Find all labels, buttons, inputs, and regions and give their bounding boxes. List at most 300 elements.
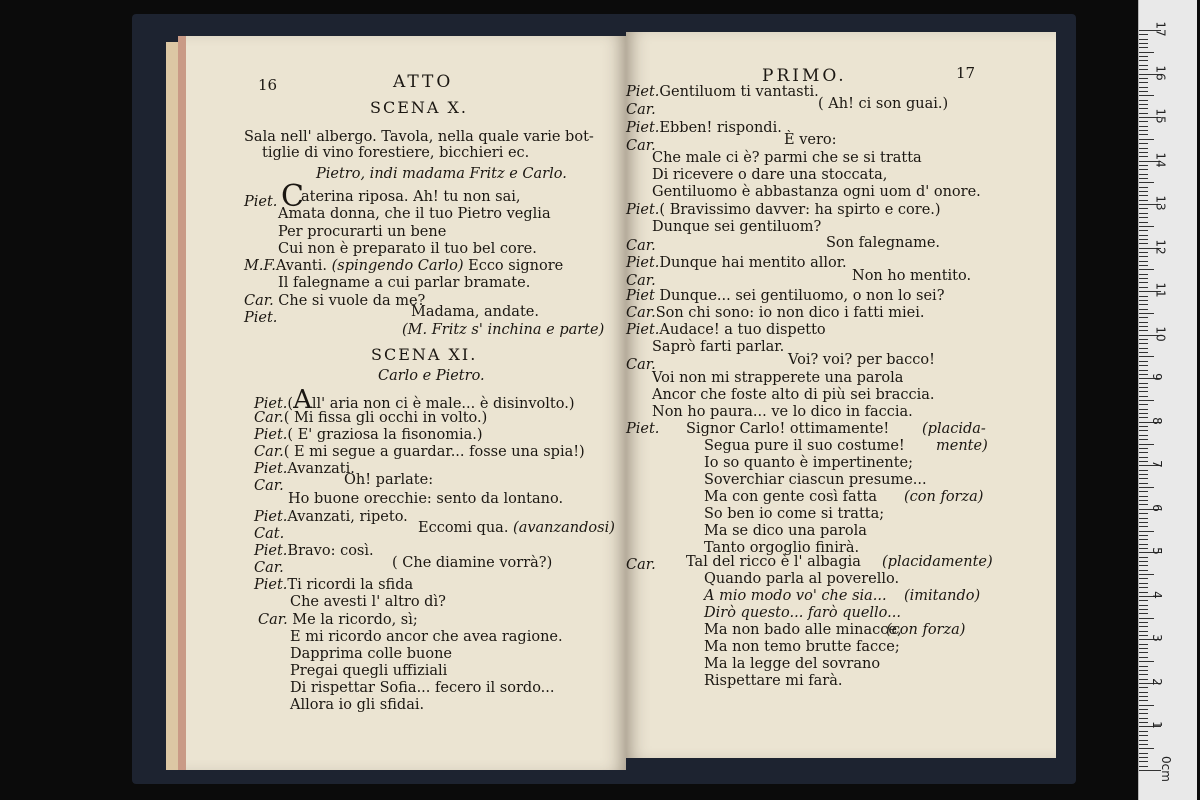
verse-line: ( Che diamine vorrà?): [392, 555, 553, 571]
ruler-number: 2: [1149, 678, 1164, 686]
ruler-mm-tick: [1139, 326, 1148, 327]
ruler-mm-tick: [1139, 731, 1148, 732]
running-header-left: ATTO: [393, 72, 454, 92]
verse-line: [254, 410, 487, 426]
ruler-mm-tick: [1139, 361, 1148, 362]
speaker: Car.: [626, 102, 656, 118]
ruler-mm-tick: [1139, 487, 1154, 488]
ruler-mm-tick: [1139, 365, 1148, 366]
ruler-mm-tick: [1139, 191, 1148, 192]
verse-line: Io so quanto è impertinente;: [704, 455, 914, 471]
ruler-mm-tick: [1139, 309, 1148, 310]
verse-line: Ma se dico una parola: [704, 523, 867, 539]
speaker: Piet.: [626, 120, 660, 136]
ruler-mm-tick: [1139, 544, 1148, 545]
ruler-mm-tick: [1139, 139, 1154, 140]
ruler-mm-tick: [1139, 230, 1148, 231]
ruler-mm-tick: [1139, 518, 1148, 519]
ruler-mm-tick: [1139, 574, 1154, 575]
ruler-mm-tick: [1139, 696, 1148, 697]
speaker: Piet.: [254, 509, 288, 525]
verse-line: Ma non temo brutte facce;: [704, 639, 900, 655]
ruler-mm-tick: [1139, 635, 1148, 636]
verse-line: [626, 255, 847, 271]
speaker: Car.: [626, 138, 656, 154]
ruler-mm-tick: [1139, 104, 1148, 105]
ruler-mm-tick: [1139, 539, 1148, 540]
ruler-mm-tick: [1139, 143, 1148, 144]
ruler-mm-tick: [1139, 156, 1148, 157]
speaker: Piet.: [254, 396, 288, 412]
ruler-number: 4: [1149, 591, 1164, 599]
ruler-mm-tick: [1139, 609, 1148, 610]
speaker: Piet.: [254, 427, 288, 443]
speaker: Car.: [626, 357, 656, 373]
ruler-mm-tick: [1139, 126, 1148, 127]
ruler-mm-tick: [1139, 187, 1148, 188]
ruler-mm-tick: [1139, 526, 1148, 527]
stage-note: (placida-: [922, 421, 986, 437]
verse-line: Che male ci è? parmi che se si tratta: [652, 150, 922, 166]
speaker: Car.: [244, 293, 274, 309]
ruler-mm-tick: [1139, 56, 1148, 57]
ruler-mm-tick: [1139, 631, 1148, 632]
ruler-mm-tick: [1139, 548, 1148, 549]
ruler-mm-tick: [1139, 491, 1148, 492]
stage-direction: tiglie di vino forestiere, bicchieri ec.: [262, 145, 530, 161]
ruler-mm-tick: [1139, 478, 1148, 479]
ruler-number: 12: [1153, 239, 1168, 255]
cast-list: Carlo e Pietro.: [378, 368, 485, 384]
verse-line: [626, 305, 924, 321]
ruler-mm-tick: [1139, 457, 1148, 458]
verse-line: [254, 427, 483, 443]
ruler-mm-tick: [1139, 343, 1148, 344]
ruler-mm-tick: [1139, 252, 1148, 253]
speaker: Piet.: [626, 322, 660, 338]
verse-line: Dirò questo... farò quello...: [704, 605, 901, 621]
speaker: Car.: [626, 557, 656, 573]
ruler-mm-tick: [1139, 339, 1148, 340]
verse-line: Ma non bado alle minacce,: [704, 622, 902, 638]
ruler-mm-tick: [1139, 618, 1154, 619]
ruler-mm-tick: [1139, 78, 1148, 79]
speaker: M.F.: [244, 258, 276, 274]
ruler-mm-tick: [1139, 448, 1148, 449]
verse-line: Dapprima colle buone: [290, 646, 452, 662]
left-page-edge: [178, 36, 186, 770]
verse-line: Madama, andate.: [411, 304, 539, 320]
verse-line: Non ho paura... ve lo dico in faccia.: [652, 404, 913, 420]
verse-line: Ho buone orecchie: sento da lontano.: [288, 491, 564, 507]
ruler-mm-tick: [1139, 182, 1154, 183]
ruler-number: 5: [1149, 547, 1164, 556]
stage-note: (placidamente): [882, 554, 993, 570]
ruler-mm-tick: [1139, 352, 1148, 353]
verse-text: ( Mi fissa gli occhi in volto.): [283, 410, 488, 426]
ruler-mm-tick: [1139, 557, 1148, 558]
ruler-mm-tick: [1139, 43, 1148, 44]
verse-line: Signor Carlo! ottimamente!: [686, 421, 890, 437]
ruler-mm-tick: [1139, 400, 1154, 401]
verse-line: [244, 258, 563, 274]
verse-text: Dunque... sei gentiluomo, o non lo sei?: [659, 288, 945, 304]
speaker: Piet: [626, 288, 655, 304]
ruler-number: 1: [1149, 721, 1164, 730]
verse-text: Avanzati, ripeto.: [287, 509, 408, 525]
speaker: Car.: [254, 478, 284, 494]
ruler-mm-tick: [1139, 740, 1148, 741]
ruler-number: 16: [1153, 64, 1168, 81]
speaker: Car.: [254, 560, 284, 576]
ruler-mm-tick: [1139, 174, 1148, 175]
speaker: Piet.: [244, 194, 278, 210]
ruler-number: 8: [1149, 416, 1164, 425]
ruler-mm-tick: [1139, 531, 1154, 532]
verse-line: [254, 509, 408, 525]
ruler-number: 7: [1149, 460, 1164, 469]
ruler-mm-tick: [1139, 370, 1148, 371]
ruler-mm-tick: [1139, 404, 1148, 405]
running-header-right: PRIMO.: [762, 66, 847, 86]
ruler-mm-tick: [1139, 34, 1148, 35]
verse-text: Che si vuole da me?: [278, 293, 426, 309]
verse-line: Non ho mentito.: [852, 268, 972, 284]
ruler-number: 14: [1153, 151, 1168, 168]
ruler-mm-tick: [1139, 108, 1148, 109]
verse-line: Segua pure il suo costume!: [704, 438, 905, 454]
verse-line: [626, 202, 941, 218]
speaker: Piet.: [254, 577, 288, 593]
ruler-mm-tick: [1139, 265, 1148, 266]
ruler-mm-tick: [1139, 435, 1148, 436]
ruler-mm-tick: [1139, 565, 1148, 566]
ruler-number: 10: [1153, 326, 1168, 342]
ruler-mm-tick: [1139, 744, 1148, 745]
verse-line: È vero:: [784, 132, 837, 148]
verse-line: [258, 612, 418, 628]
verse-line: Quando parla al poverello.: [704, 571, 900, 587]
verse-line: [254, 444, 585, 460]
verse-line: [254, 543, 374, 559]
ruler-mm-tick: [1139, 165, 1148, 166]
ruler-mm-tick: [1139, 753, 1148, 754]
ruler-mm-tick: [1139, 652, 1148, 653]
ruler-mm-tick: [1139, 409, 1148, 410]
ruler-mm-tick: [1139, 674, 1148, 675]
drop-capital: C: [281, 179, 304, 214]
ruler-mm-tick: [1139, 69, 1148, 70]
ruler-mm-tick: [1139, 304, 1148, 305]
speaker: Piet.: [626, 255, 660, 271]
verse-line: Di rispettar Sofia... fecero il sordo...: [290, 680, 555, 696]
ruler-mm-tick: [1139, 391, 1148, 392]
ruler-mm-tick: [1139, 700, 1148, 701]
verse-line: [254, 461, 355, 477]
ruler-mm-tick: [1139, 735, 1148, 736]
ruler-mm-tick: [1139, 761, 1148, 762]
ruler-mm-tick: [1139, 261, 1148, 262]
verse-line: Soverchiar ciascun presume...: [704, 472, 927, 488]
ruler-mm-tick: [1139, 113, 1148, 114]
ruler-mm-tick: [1139, 622, 1148, 623]
verse-line: Cui non è preparato il tuo bel core.: [278, 241, 537, 257]
verse-text: ( E' graziosa la fisonomia.): [287, 427, 483, 443]
ruler-mm-tick: [1139, 452, 1148, 453]
verse-text: ll' aria non ci è male... è disinvolto.): [311, 396, 575, 412]
verse-line: Son falegname.: [826, 235, 941, 251]
verse-line: [254, 577, 413, 593]
ruler-mm-tick: [1139, 287, 1148, 288]
ruler-mm-tick: [1139, 535, 1148, 536]
verse-line: Per procurarti un bene: [278, 224, 447, 240]
verse-text: Avanti.: [275, 258, 328, 274]
scene-title-xi: SCENA XI.: [371, 345, 478, 364]
verse-line: Tanto orgoglio finirà.: [704, 540, 860, 556]
speaker: Piet.: [626, 84, 660, 100]
stage-note: (avanzandosi): [513, 520, 615, 536]
ruler-mm-tick: [1139, 208, 1148, 209]
ruler-mm-tick: [1139, 91, 1148, 92]
right-page: [626, 32, 1056, 758]
ruler-mm-tick: [1139, 613, 1148, 614]
ruler-mm-tick: [1139, 39, 1148, 40]
ruler-mm-tick: [1139, 213, 1148, 214]
ruler-mm-tick: [1139, 130, 1148, 131]
ruler-number: 15: [1153, 108, 1168, 124]
ruler-mm-tick: [1139, 300, 1148, 301]
ruler-mm-tick: [1139, 644, 1148, 645]
verse-line: Rispettare mi farà.: [704, 673, 843, 689]
ruler-mm-tick: [1139, 470, 1148, 471]
cast-list: Pietro, indi madama Fritz e Carlo.: [316, 166, 567, 182]
ruler-mm-tick: [1139, 322, 1148, 323]
verse-line: [626, 120, 782, 136]
stage-note: mente): [936, 438, 988, 454]
ruler-mm-tick: [1139, 444, 1154, 445]
verse-line: [626, 288, 944, 304]
stage-direction: Sala nell' albergo. Tavola, nella quale varie bot-: [244, 129, 594, 145]
verse-text: ( E mi segue a guardar... fosse una spia!): [283, 444, 585, 460]
ruler-mm-tick: [1139, 587, 1148, 588]
page-number-left: 16: [258, 76, 278, 94]
page-number-right: 17: [956, 64, 976, 82]
verse-line: Che avesti l' altro dì?: [290, 594, 446, 610]
verse-line: Ma la legge del sovrano: [704, 656, 881, 672]
ruler-mm-tick: [1139, 692, 1148, 693]
verse-line: [418, 520, 615, 536]
ruler-mm-tick: [1139, 383, 1148, 384]
verse-text: Ti ricordi la sfida: [287, 577, 414, 593]
stage-note: (spingendo Carlo): [331, 258, 464, 274]
verse-text: Ecco signore: [468, 258, 564, 274]
ruler-mm-tick: [1139, 570, 1148, 571]
measuring-ruler: [1138, 0, 1197, 800]
ruler-mm-tick: [1139, 243, 1148, 244]
verse-text: Avanzati.: [287, 461, 355, 477]
speaker: Piet.: [254, 461, 288, 477]
ruler-mm-tick: [1139, 605, 1148, 606]
ruler-mm-tick: [1139, 226, 1154, 227]
verse-text: ( Bravissimo davver: ha spirto e core.): [659, 202, 941, 218]
ruler-number: 9: [1149, 373, 1164, 382]
ruler-mm-tick: [1139, 578, 1148, 579]
speaker: Piet.: [244, 310, 278, 326]
ruler-mm-tick: [1139, 430, 1148, 431]
left-page: [178, 36, 626, 770]
verse-text: Me la ricordo, sì;: [292, 612, 418, 628]
ruler-mm-tick: [1139, 178, 1148, 179]
ruler-mm-tick: [1139, 317, 1148, 318]
ruler-mm-tick: [1139, 718, 1148, 719]
ruler-mm-tick: [1139, 583, 1148, 584]
verse-line: Il falegname a cui parlar bramate.: [278, 275, 531, 291]
ruler-mm-tick: [1139, 274, 1148, 275]
speaker: Car.: [254, 444, 284, 460]
ruler-mm-tick: [1139, 282, 1148, 283]
ruler-mm-tick: [1139, 256, 1148, 257]
speaker: Piet.: [254, 543, 288, 559]
ruler-mm-tick: [1139, 239, 1148, 240]
verse-line: Dunque sei gentiluom?: [652, 219, 822, 235]
verse-text: Ebben! rispondi.: [659, 120, 782, 136]
ruler-mm-tick: [1139, 235, 1148, 236]
ruler-mm-tick: [1139, 748, 1154, 749]
ruler-mm-tick: [1139, 766, 1148, 767]
ruler-mm-tick: [1139, 513, 1148, 514]
ruler-mm-tick: [1139, 87, 1148, 88]
verse-line: [626, 322, 826, 338]
ruler-mm-tick: [1139, 313, 1154, 314]
ruler-mm-tick: [1139, 217, 1148, 218]
ruler-mm-tick: [1139, 134, 1148, 135]
ruler-mm-tick: [1139, 60, 1148, 61]
ruler-mm-tick: [1139, 426, 1148, 427]
ruler-number: 17: [1153, 21, 1168, 37]
ruler-mm-tick: [1139, 661, 1154, 662]
verse-line: Ancor che foste alto di più sei braccia.: [652, 387, 935, 403]
speaker: Car.: [258, 612, 288, 628]
ruler-mm-tick: [1139, 439, 1148, 440]
ruler-cm-tick: [1139, 770, 1161, 771]
scene-title-x: SCENA X.: [370, 98, 468, 117]
ruler-mm-tick: [1139, 152, 1148, 153]
ruler-mm-tick: [1139, 200, 1148, 201]
ruler-mm-tick: [1139, 348, 1148, 349]
verse-line: ( Ah! ci son guai.): [818, 96, 949, 112]
speaker: Piet.: [626, 202, 660, 218]
verse-text: Son chi sono: io non dico i fatti miei.: [655, 305, 925, 321]
verse-line: Pregai quegli uffiziali: [290, 663, 448, 679]
verse-text: Dunque hai mentito allor.: [659, 255, 847, 271]
speaker: Car.: [626, 273, 656, 289]
ruler-mm-tick: [1139, 95, 1154, 96]
verse-line: [254, 385, 575, 415]
ruler-mm-tick: [1139, 195, 1148, 196]
verse-line: Amata donna, che il tuo Pietro veglia: [278, 206, 551, 222]
verse-line: aterina riposa. Ah! tu non sai,: [301, 189, 521, 205]
ruler-mm-tick: [1139, 626, 1148, 627]
ruler-number: 13: [1153, 195, 1168, 211]
ruler-mm-tick: [1139, 670, 1148, 671]
ruler-mm-tick: [1139, 121, 1148, 122]
ruler-mm-tick: [1139, 278, 1148, 279]
verse-line: Voi non mi strapperete una parola: [652, 370, 904, 386]
verse-text: Audace! a tuo dispetto: [659, 322, 826, 338]
ruler-mm-tick: [1139, 757, 1148, 758]
verse-line: Oh! parlate:: [344, 472, 434, 488]
ruler-mm-tick: [1139, 417, 1148, 418]
stage-note: (con forza): [886, 622, 966, 638]
ruler-number: 0cm: [1158, 756, 1173, 782]
verse-line: E mi ricordo ancor che avea ragione.: [290, 629, 563, 645]
ruler-mm-tick: [1139, 496, 1148, 497]
stage-note: (M. Fritz s' inchina e parte): [402, 322, 605, 338]
stage-note: (con forza): [904, 489, 984, 505]
verse-text: (: [287, 396, 294, 412]
ruler-mm-tick: [1139, 648, 1148, 649]
ruler-mm-tick: [1139, 522, 1148, 523]
verse-line: Voi? voi? per bacco!: [788, 352, 935, 368]
verse-line: A mio modo vo' che sia...: [704, 588, 887, 604]
verse-text: Bravo: così.: [287, 543, 374, 559]
ruler-mm-tick: [1139, 461, 1148, 462]
ruler-mm-tick: [1139, 666, 1148, 667]
verse-text: Eccomi qua.: [418, 520, 509, 536]
ruler-mm-tick: [1139, 687, 1148, 688]
ruler-mm-tick: [1139, 483, 1148, 484]
ruler-mm-tick: [1139, 100, 1148, 101]
verse-text: Gentiluom ti vantasti.: [659, 84, 819, 100]
verse-line: [244, 293, 425, 309]
ruler-mm-tick: [1139, 47, 1148, 48]
ruler-mm-tick: [1139, 330, 1148, 331]
ruler-mm-tick: [1139, 296, 1148, 297]
ruler-number: 6: [1149, 503, 1164, 512]
ruler-mm-tick: [1139, 709, 1148, 710]
ruler-mm-tick: [1139, 169, 1148, 170]
ruler-mm-tick: [1139, 504, 1148, 505]
ruler-mm-tick: [1139, 82, 1148, 83]
verse-line: Allora io gli sfidai.: [290, 697, 425, 713]
ruler-mm-tick: [1139, 413, 1148, 414]
ruler-mm-tick: [1139, 713, 1148, 714]
ruler-mm-tick: [1139, 222, 1148, 223]
speaker: Cat.: [254, 526, 285, 542]
verse-line: So ben io come si tratta;: [704, 506, 885, 522]
ruler-mm-tick: [1139, 592, 1148, 593]
ruler-mm-tick: [1139, 561, 1148, 562]
ruler-number: 3: [1149, 634, 1164, 643]
ruler-mm-tick: [1139, 722, 1148, 723]
speaker: Car.: [254, 410, 284, 426]
ruler-mm-tick: [1139, 52, 1154, 53]
ruler-number: 11: [1153, 282, 1168, 298]
ruler-mm-tick: [1139, 679, 1148, 680]
speaker: Car.: [626, 238, 656, 254]
verse-line: Gentiluomo è abbastanza ogni uom d' onore.: [652, 184, 981, 200]
verse-line: Saprò farti parlar.: [652, 339, 785, 355]
speaker: Car.: [626, 305, 656, 321]
ruler-mm-tick: [1139, 657, 1148, 658]
ruler-mm-tick: [1139, 387, 1148, 388]
ruler-mm-tick: [1139, 269, 1154, 270]
ruler-mm-tick: [1139, 600, 1148, 601]
ruler-mm-tick: [1139, 396, 1148, 397]
drop-capital: A: [293, 385, 312, 415]
ruler-mm-tick: [1139, 148, 1148, 149]
verse-line: Tal del ricco è l' albagia: [686, 554, 861, 570]
